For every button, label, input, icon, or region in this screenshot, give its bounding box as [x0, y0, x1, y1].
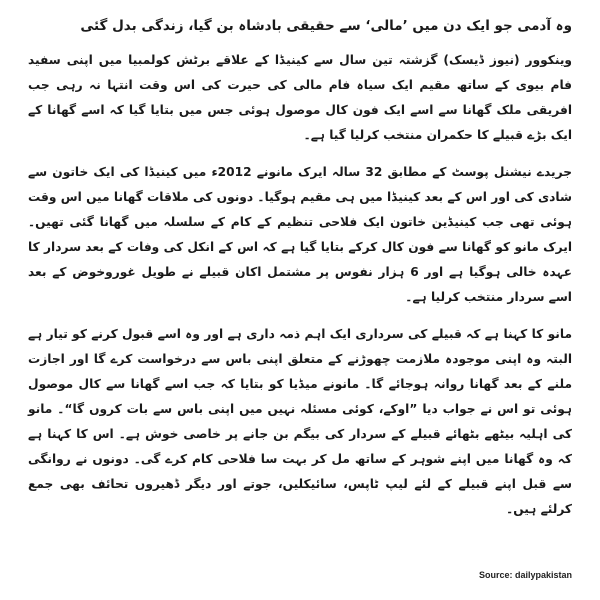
article-paragraph-2: جریدے نیشنل پوسٹ کے مطابق 32 سالہ ایرک مانونے 2012ء میں کینیڈا کی ایک خاتون سے شادی کی اور اس کے بعد کینیڈا میں ہی مقیم ہوگیا۔ دونوں کی ملاقات گھانا میں اس وقت ہوئی تھی جب کینیڈین خاتون ایک فلاحی تنظیم کے کام کے سلسلہ میں گھانا گئی تھیں۔ ایرک مانو کو گھانا سے فون کال کرکے بتایا گیا ہے کہ اس کے انکل کی وفات کے بعد سردار کا عہدہ خالی ہوگیا ہے اور 6 ہزار نفوس پر مشتمل اکان قبیلے نے طویل غوروخوض کے بعد اسے سردار منتخب کرلیا ہے۔ [28, 165, 572, 304]
article [28, 16, 572, 534]
article-paragraph-1: وینکوور (نیوز ڈیسک) گزشتہ تین سال سے کینیڈا کے علاقے برٹش کولمبیا میں اپنی سفید فام بیوی کے ساتھ مقیم ایک سیاہ فام مالی کی حیرت کی اس وقت انتہا نہ رہی جب افریقی ملک گھانا سے اسے ایک فون کال موصول ہوئی جس میں بتایا گیا کہ اسے گھانا کے ایک بڑے قبیلے کا حکمران منتخب کرلیا گیا ہے۔ [28, 53, 572, 142]
article-headline: وہ آدمی جو ایک دن میں ’مالی‘ سے حقیقی بادشاہ بن گیا، زندگی بدل گئی [80, 18, 572, 34]
source-credit: Source: dailypakistan [478, 570, 572, 580]
article-paragraph-3: مانو کا کہنا ہے کہ قبیلے کی سرداری ایک اہم ذمہ داری ہے اور وہ اسے قبول کرنے کو تیار ہے البتہ وہ اپنی موجودہ ملازمت چھوڑنے کے متعلق اپنی باس سے درخواست کرے گا اور اجازت ملنے کے بعد گھانا روانہ ہوجائے گا۔ مانونے میڈیا کو بتایا کہ جب اسے گھانا سے کال موصول ہوئی تو اس نے جواب دیا ”اوکے، کوئی مسئلہ نہیں میں اپنی باس سے بات کروں گا“۔ مانو کی اہلیہ بیٹھے بٹھائے قبیلے کے سردار کی بیگم بن جانے پر خاصی خوش ہے۔ اس کا کہنا ہے کہ وہ گھانا میں اپنے شوہر کے ساتھ مل کر بہت سا فلاحی کام کرے گی۔ دونوں نے روانگی سے قبل اپنے قبیلے کے لئے لیپ ٹاپس، سائیکلیں، جوتے اور دیگر ڈھیروں تحائف بھی جمع کرلئے ہیں۔ [28, 327, 572, 516]
